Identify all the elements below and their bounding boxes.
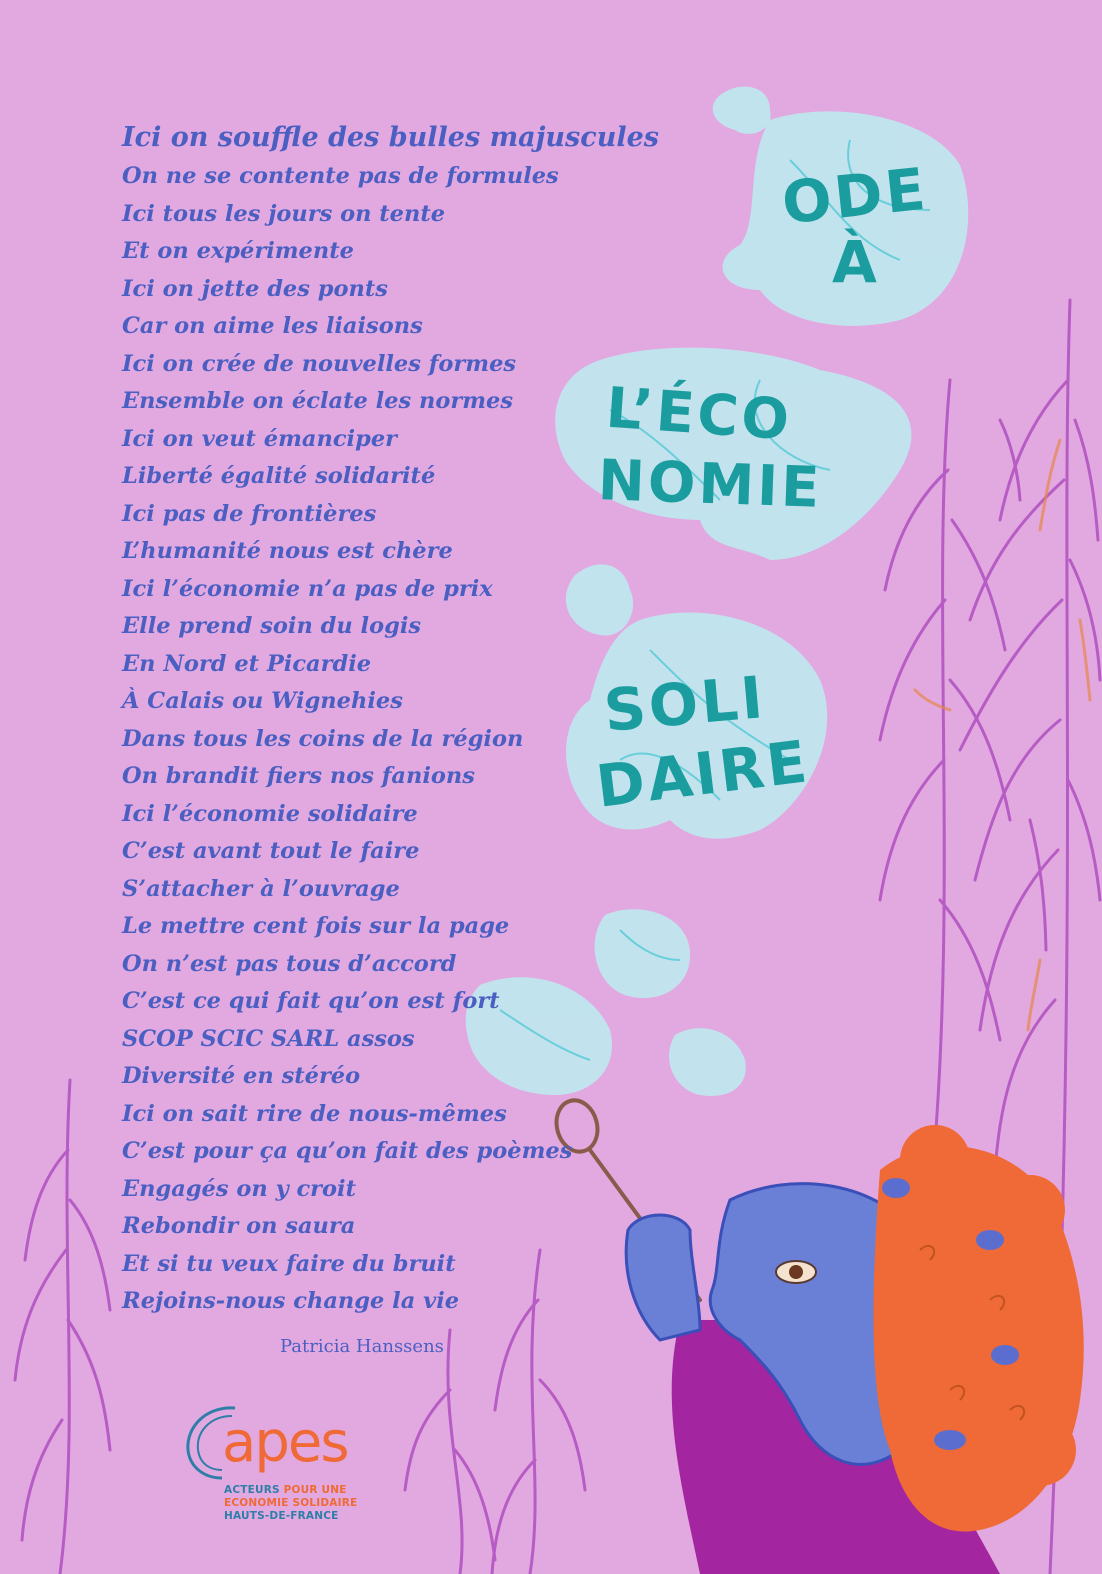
- poem-line: Et on expérimente: [122, 238, 354, 264]
- poem-line: Ici tous les jours on tente: [122, 200, 446, 227]
- poem-author: Patricia Hanssens: [280, 1336, 444, 1357]
- apes-logo-name: apes: [222, 1410, 348, 1475]
- poem-line: Ici l’économie solidaire: [122, 800, 418, 827]
- poem-line: On n’est pas tous d’accord: [122, 950, 457, 977]
- poem-line: Rebondir on saura: [122, 1213, 356, 1239]
- title-word-nomie: NOMIE: [596, 448, 824, 521]
- title-word-a: À: [832, 228, 880, 296]
- title-word-ode: ODE: [778, 154, 932, 238]
- poem-line: SCOP SCIC SARL assos: [122, 1025, 415, 1052]
- poem: [122, 118, 659, 1321]
- poem-line: Le mettre cent fois sur la page: [122, 913, 510, 939]
- poem-line: On ne se contente pas de formules: [122, 163, 559, 189]
- poem-line: C’est avant tout le faire: [122, 838, 420, 864]
- poem-line: Liberté égalité solidarité: [122, 463, 436, 489]
- poem-line: Ici on jette des ponts: [122, 275, 388, 302]
- title-word-daire: DAIRE: [592, 727, 814, 821]
- poem-line: Dans tous les coins de la région: [122, 725, 524, 752]
- apes-logo: [180, 1400, 360, 1530]
- poem-line: Ici on crée de nouvelles formes: [122, 350, 517, 377]
- child-illustration: [626, 1125, 1084, 1574]
- title-word-soli: SOLI: [601, 663, 769, 745]
- poem-line: En Nord et Picardie: [122, 650, 372, 677]
- poem-line: Engagés on y croit: [122, 1175, 356, 1202]
- poem-line: Diversité en stéréo: [122, 1063, 361, 1089]
- poem-line: On brandit fiers nos fanions: [122, 763, 475, 789]
- poem-line: Car on aime les liaisons: [122, 313, 423, 339]
- poem-line: Ensemble on éclate les normes: [122, 388, 513, 414]
- poem-line: Rejoins-nous change la vie: [122, 1288, 460, 1314]
- apes-logo-line1: ACTEURS POUR UNE: [224, 1484, 347, 1496]
- poem-line: Et si tu veux faire du bruit: [122, 1250, 456, 1277]
- poem-line: Elle prend soin du logis: [122, 613, 422, 639]
- poem-line: C’est ce qui fait qu’on est fort: [122, 988, 500, 1014]
- apes-logo-line3: HAUTS-DE-FRANCE: [224, 1510, 339, 1522]
- poem-line: L’humanité nous est chère: [122, 538, 453, 564]
- poem-line: Ici l’économie n’a pas de prix: [122, 575, 493, 602]
- poem-line: Ici on sait rire de nous-mêmes: [122, 1100, 507, 1127]
- poem-line: Ici on souffle des bulles majuscules: [122, 122, 659, 153]
- poem-line: Ici pas de frontières: [122, 500, 377, 527]
- poem-line: S’attacher à l’ouvrage: [122, 875, 400, 902]
- poem-line: Ici on veut émanciper: [122, 425, 397, 452]
- title-word-leco: L’ÉCO: [603, 375, 795, 454]
- poem-line: À Calais ou Wignehies: [122, 688, 403, 714]
- poem-line: C’est pour ça qu’on fait des poèmes: [122, 1138, 573, 1164]
- apes-logo-line2: ECONOMIE SOLIDAIRE: [224, 1497, 358, 1509]
